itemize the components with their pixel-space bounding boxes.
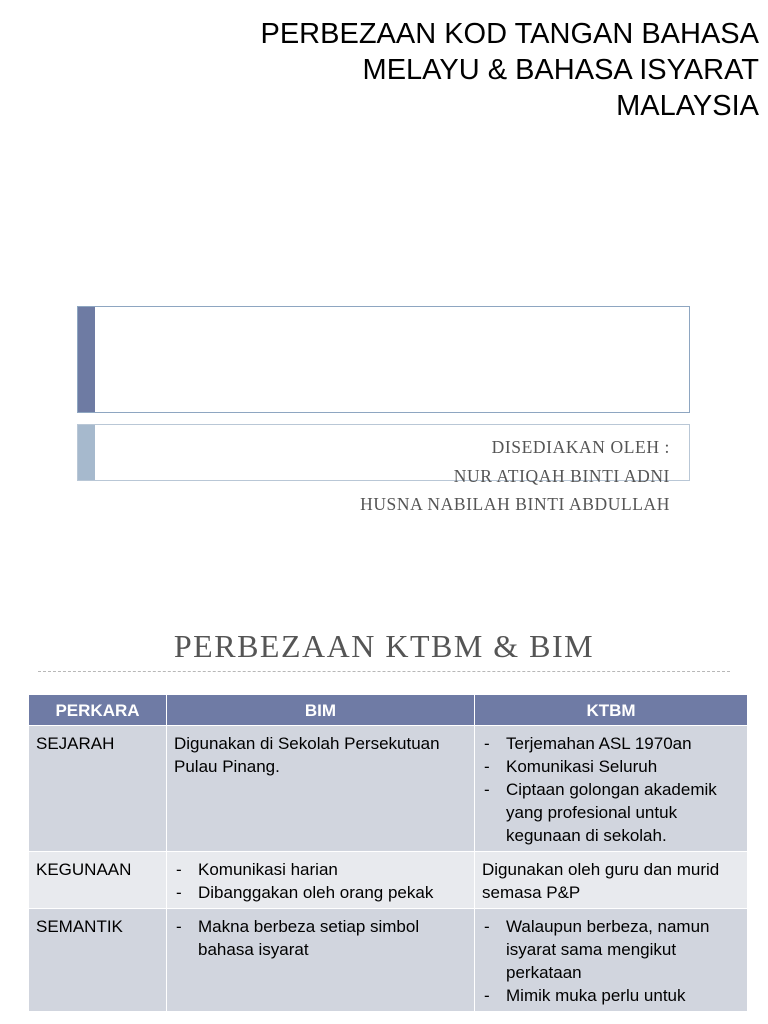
- slide-title-line: MALAYSIA: [616, 90, 759, 122]
- row-label: KEGUNAAN: [29, 852, 167, 909]
- table-row: [29, 909, 748, 1012]
- list-item: - Makna berbeza setiap simbol bahasa isyarat: [174, 915, 467, 961]
- bim-list: [174, 858, 467, 904]
- list-item: - Dibanggakan oleh orang pekak: [174, 881, 467, 904]
- comparison-slide: [0, 576, 768, 1024]
- title-accent-bar: [78, 307, 95, 412]
- list-item: - Ciptaan golongan akademik yang profesional untuk kegunaan di sekolah.: [482, 778, 740, 847]
- heading-divider: [38, 671, 730, 672]
- list-item: - Walaupun berbeza, namun isyarat sama mengikut perkataan: [482, 915, 740, 984]
- bim-cell: [167, 909, 475, 1012]
- ktbm-list: [482, 915, 740, 1007]
- bim-list: [174, 915, 467, 961]
- ktbm-cell: [475, 726, 748, 852]
- subtitle: [150, 433, 670, 519]
- list-item: - Terjemahan ASL 1970an: [482, 732, 740, 755]
- subtitle-line: NUR ATIQAH BINTI ADNI: [453, 465, 670, 486]
- slide-title-line: PERBEZAAN KOD TANGAN BAHASA: [260, 18, 759, 50]
- table-row: [29, 726, 748, 852]
- header-bim: BIM: [167, 695, 475, 726]
- bim-cell: [167, 852, 475, 909]
- list-item: - Mimik muka perlu untuk: [482, 984, 740, 1007]
- table-header-row: [29, 695, 748, 726]
- subtitle-line: HUSNA NABILAH BINTI ABDULLAH: [360, 494, 670, 514]
- bim-cell: Digunakan di Sekolah Persekutuan Pulau Pinang.: [167, 726, 475, 852]
- subtitle-accent-bar: [78, 425, 95, 480]
- slide-heading: PERBEZAAN KTBM & BIM: [173, 628, 595, 664]
- subtitle-line: DISEDIAKAN OLEH :: [491, 437, 670, 457]
- ktbm-list: [482, 732, 740, 847]
- header-ktbm: KTBM: [475, 695, 748, 726]
- slide-title: [199, 16, 759, 124]
- row-label: SEJARAH: [29, 726, 167, 852]
- ktbm-cell: Digunakan oleh guru dan murid semasa P&P: [475, 852, 748, 909]
- header-perkara: PERKARA: [29, 695, 167, 726]
- title-box: [77, 306, 690, 413]
- slide-title-line: MELAYU & BAHASA ISYARAT: [362, 54, 759, 86]
- table-row: [29, 852, 748, 909]
- row-label: SEMANTIK: [29, 909, 167, 1012]
- comparison-table: [28, 694, 748, 1012]
- list-item: - Komunikasi harian: [174, 858, 467, 881]
- list-item: - Komunikasi Seluruh: [482, 755, 740, 778]
- ktbm-cell: [475, 909, 748, 1012]
